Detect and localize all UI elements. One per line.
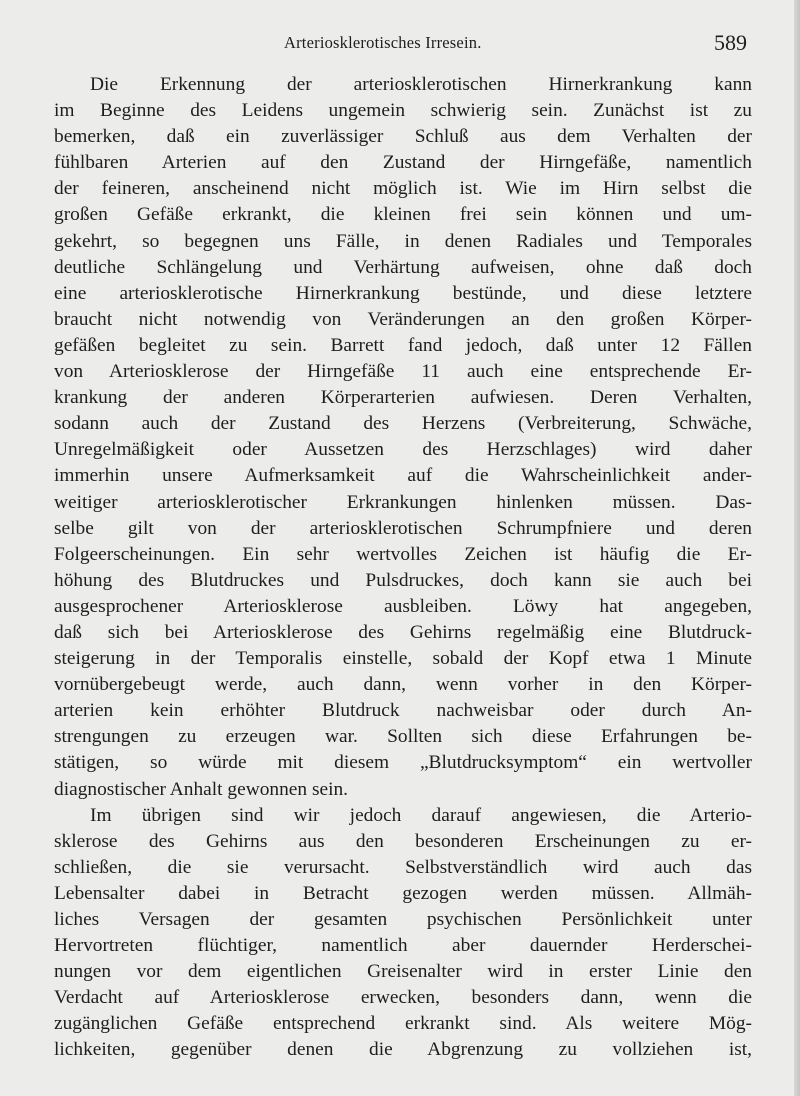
- running-title: Arteriosklerotisches Irresein.: [284, 33, 482, 52]
- text-line: daß sich bei Arteriosklerose des Gehirns regelmäßig eine Blutdruck-: [54, 621, 752, 643]
- text-line: krankung der anderen Körperarterien aufwiesen. Deren Verhalten,: [54, 387, 752, 409]
- text-line: sodann auch der Zustand des Herzens (Verbreiterung, Schwäche,: [54, 413, 752, 435]
- text-line: diagnostischer Anhalt gewonnen sein.: [54, 778, 349, 800]
- text-line: strengungen zu erzeugen war. Sollten sich diese Erfahrungen be-: [54, 726, 752, 748]
- text-line: selbe gilt von der arteriosklerotischen Schrumpfniere und deren: [54, 517, 752, 539]
- text-line: immerhin unsere Aufmerksamkeit auf die Wahrscheinlichkeit ander-: [54, 465, 752, 487]
- text-line: Verdacht auf Arteriosklerose erwecken, besonders dann, wenn die: [54, 987, 752, 1009]
- text-line: Im übrigen sind wir jedoch darauf angewiesen, die Arterio-: [90, 804, 752, 826]
- text-line: bemerken, daß ein zuverlässiger Schluß aus dem Verhalten der: [54, 126, 752, 148]
- text-line: deutliche Schlängelung und Verhärtung aufweisen, ohne daß doch: [54, 256, 752, 278]
- text-line: braucht nicht notwendig von Veränderungen an den großen Körper-: [54, 308, 752, 330]
- text-line: der feineren, anscheinend nicht möglich ist. Wie im Hirn selbst die: [54, 178, 752, 200]
- page-header: [0, 0, 800, 60]
- text-line: lichkeiten, gegenüber denen die Abgrenzung zu vollziehen ist,: [54, 1039, 752, 1061]
- text-line: von Arteriosklerose der Hirngefäße 11 auch eine entsprechende Er-: [54, 361, 752, 383]
- text-line: schließen, die sie verursacht. Selbstverständlich wird auch das: [54, 856, 752, 878]
- text-line: sklerose des Gehirns aus den besonderen Erscheinungen zu er-: [54, 830, 752, 852]
- page-edge: [794, 0, 800, 1096]
- text-line: gekehrt, so begegnen uns Fälle, in denen Radiales und Temporales: [54, 230, 752, 252]
- text-line: nungen vor dem eigentlichen Greisenalter wird in erster Linie den: [54, 961, 752, 983]
- text-line: weitiger arteriosklerotischer Erkrankungen hinlenken müssen. Das-: [54, 491, 752, 513]
- page-number: 589: [714, 30, 747, 55]
- text-line: Lebensalter dabei in Betracht gezogen werden müssen. Allmäh-: [54, 882, 752, 904]
- body-text: [54, 72, 752, 1064]
- text-line: Unregelmäßigkeit oder Aussetzen des Herzschlages) wird daher: [54, 439, 752, 461]
- text-line: ausgesprochener Arteriosklerose ausbleiben. Löwy hat angegeben,: [54, 595, 752, 617]
- text-line: Die Erkennung der arteriosklerotischen Hirnerkrankung kann: [90, 74, 752, 95]
- text-line: stätigen, so würde mit diesem „Blutdrucksymptom“ ein wertvoller: [54, 752, 752, 774]
- text-line: im Beginne des Leidens ungemein schwierig sein. Zunächst ist zu: [54, 100, 752, 122]
- text-line: höhung des Blutdruckes und Pulsdruckes, doch kann sie auch bei: [54, 569, 752, 591]
- text-line: vornübergebeugt werde, auch dann, wenn vorher in den Körper-: [54, 674, 752, 696]
- text-line: eine arteriosklerotische Hirnerkrankung bestünde, und diese letztere: [54, 282, 752, 304]
- text-line: fühlbaren Arterien auf den Zustand der Hirngefäße, namentlich: [54, 152, 752, 174]
- text-line: liches Versagen der gesamten psychischen Persönlichkeit unter: [54, 909, 752, 930]
- text-line: großen Gefäße erkrankt, die kleinen frei sein können und um-: [54, 204, 752, 226]
- text-line: arterien kein erhöhter Blutdruck nachweisbar oder durch An-: [54, 700, 752, 722]
- text-line: Folgeerscheinungen. Ein sehr wertvolles Zeichen ist häufig die Er-: [54, 543, 752, 565]
- text-line: steigerung in der Temporalis einstelle, sobald der Kopf etwa 1 Minute: [54, 648, 752, 670]
- text-line: Hervortreten flüchtiger, namentlich aber dauernder Herderschei-: [54, 935, 752, 957]
- text-line: gefäßen begleitet zu sein. Barrett fand jedoch, daß unter 12 Fällen: [54, 334, 752, 356]
- text-line: zugänglichen Gefäße entsprechend erkrankt sind. Als weitere Mög-: [54, 1013, 752, 1035]
